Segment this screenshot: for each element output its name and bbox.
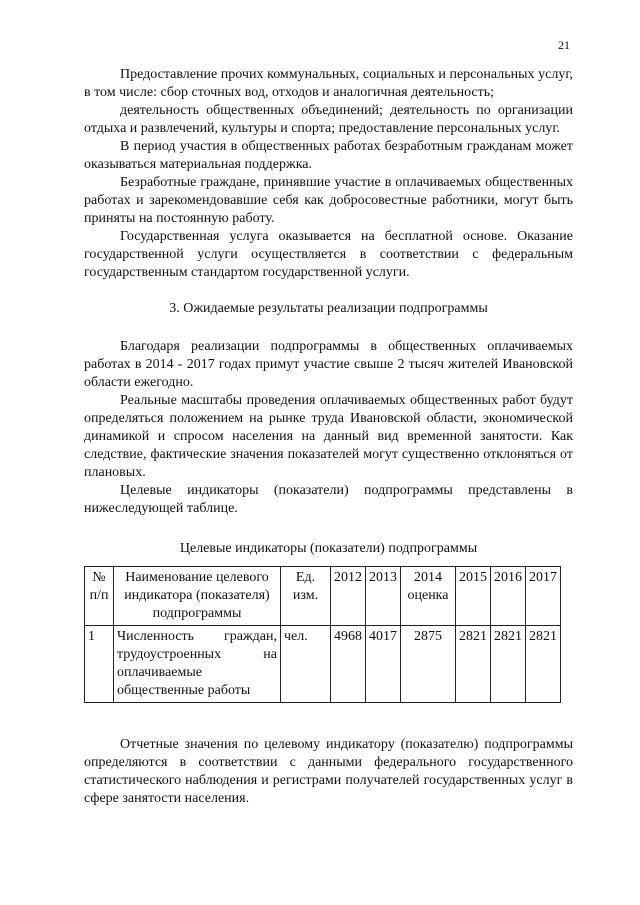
table-header-row bbox=[85, 567, 561, 626]
header-2014: 2014 оценка bbox=[401, 567, 456, 626]
table-caption: Целевые индикаторы (показатели) подпрограммы bbox=[179, 541, 478, 556]
paragraph: Предоставление прочих коммунальных, социальных и персональных услуг, в том числе: сбор сточных вод, отходов и аналогичная деятельность; bbox=[84, 67, 573, 100]
header-2017: 2017 bbox=[526, 567, 561, 626]
paragraph: Безработные граждане, принявшие участие в оплачиваемых общественных работах и зарекомендовавшие себя как добросовестные работники, могут быть приняты на постоянную работу. bbox=[84, 175, 573, 226]
cell-2012: 4968 bbox=[331, 626, 366, 703]
cell-2016: 2821 bbox=[491, 626, 526, 703]
cell-num: 1 bbox=[85, 626, 114, 703]
document-body bbox=[84, 66, 573, 579]
header-2015: 2015 bbox=[456, 567, 491, 626]
header-name: Наименование целевого индикатора (показателя) подпрограммы bbox=[114, 567, 281, 626]
indicators-table bbox=[84, 566, 561, 703]
closing-section bbox=[84, 736, 573, 808]
header-unit: Ед. изм. bbox=[281, 567, 331, 626]
page-number: 21 bbox=[558, 38, 570, 52]
cell-name-line: общественные работы bbox=[117, 683, 251, 698]
header-num: № п/п bbox=[85, 567, 114, 626]
header-2016: 2016 bbox=[491, 567, 526, 626]
cell-name-line: оплачиваемые bbox=[117, 665, 202, 680]
paragraph: Благодаря реализации подпрограммы в общественных оплачиваемых работах в 2014 - 2017 годах примут участие свыше 2 тысяч жителей Ивановской области ежегодно. bbox=[84, 339, 573, 390]
paragraph: Целевые индикаторы (показатели) подпрограммы представлены в нижеследующей таблице. bbox=[84, 483, 573, 516]
cell-2015: 2821 bbox=[456, 626, 491, 703]
header-2013: 2013 bbox=[366, 567, 401, 626]
section-title: 3. Ожидаемые результаты реализации подпрограммы bbox=[169, 301, 488, 316]
cell-name-line: Численность граждан, bbox=[117, 629, 277, 644]
header-2012: 2012 bbox=[331, 567, 366, 626]
cell-unit: чел. bbox=[281, 626, 331, 703]
cell-2013: 4017 bbox=[366, 626, 401, 703]
cell-name-line: трудоустроенных на bbox=[117, 647, 277, 662]
paragraph: Отчетные значения по целевому индикатору (показателю) подпрограммы определяются в соответствии с данными федерального государственного статистического наблюдения и регистрами получателей государственных услуг в сфере занятости населения. bbox=[84, 737, 573, 806]
cell-name bbox=[114, 626, 281, 703]
paragraph: Реальные масштабы проведения оплачиваемых общественных работ будут определяться положением на рынке труда Ивановской области, экономической динамикой и спросом населения на данный вид временной занятости. Как следствие, фактические значения показателей могут существенно отклоняться от плановых. bbox=[84, 393, 573, 480]
paragraph: Государственная услуга оказывается на бесплатной основе. Оказание государственной услуги осуществляется в соответствии с федеральным государственным стандартом государственной услуги. bbox=[84, 229, 573, 280]
paragraph: деятельность общественных объединений; деятельность по организации отдыха и развлечений, культуры и спорта; предоставление персональных услуг. bbox=[84, 103, 573, 136]
cell-2017: 2821 bbox=[526, 626, 561, 703]
cell-2014: 2875 bbox=[401, 626, 456, 703]
table-row bbox=[85, 626, 561, 703]
paragraph: В период участия в общественных работах безработным гражданам может оказываться материальная поддержка. bbox=[84, 139, 573, 172]
